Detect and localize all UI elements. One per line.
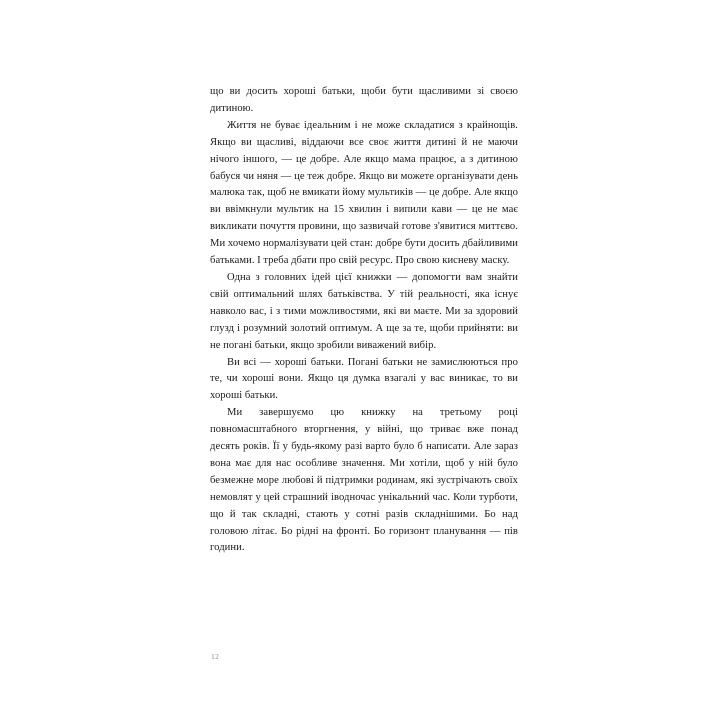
paragraph-closing-war: Ми завершуємо цю книжку на третьому році повномасштабного вторгнення, у війні, що триває вже понад десять років. Її у будь-якому разі варто було б написати. Але зараз вона має для нас особливе значення. Ми хотіли, щоб у ній було безмежне море любові й підтримки родинам, які зустрічають своїх немовлят у цей страшний іводночас унікальний час. Коли турботи, що й так складні, стають у сотні разів складнішими. Бо над головою літає. Бо рідні на фронті. Бо горизонт планування — пів години. [210,407,518,554]
page-number: 12 [211,652,220,661]
paragraph-you-are-good-parents: Ви всі — хороші батьки. Погані батьки не замислюються про те, чи хороші вони. Якщо ця думка взагалі у вас виникає, то ви хороші батьки. [210,356,518,402]
paragraph-continuation: що ви досить хороші батьки, щоби бути щасливими зі своєю дитиною. [210,86,518,114]
page-text-block [210,84,518,557]
paragraph-life-not-ideal: Життя не буває ідеальним і не може складатися з крайнощів. Якщо ви щасливі, віддаючи все своє життя дитині й не маючи нічого іншого, — це добре. Але якщо мама працює, а з дитиною бабуся чи няня — це теж добре. Якщо ви можете організувати день малюка так, щоб не вмикати йому мультиків — це добре. Але якщо ви ввімкнули мультик на 15 хвилин і випили кави — це не має викликати почуття провини, що зазвичай готове з'явитися миттєво. Ми хочемо нормалізувати цей стан: добре бути досить дбайливими батьками. І треба дбати про свій ресурс. Про свою кисневу маску. [210,119,518,267]
paragraph-main-idea: Одна з головних ідей цієї книжки — допомогти вам знайти свій оптимальний шлях батьківства. У тій реальності, яка існує навколо вас, і з тими можливостями, які ви маєте. Ми за здоровий глузд і розумний золотий оптимум. А ще за те, щоби прийняти: ви не погані батьки, якщо зробили виважений вибір. [210,271,518,351]
